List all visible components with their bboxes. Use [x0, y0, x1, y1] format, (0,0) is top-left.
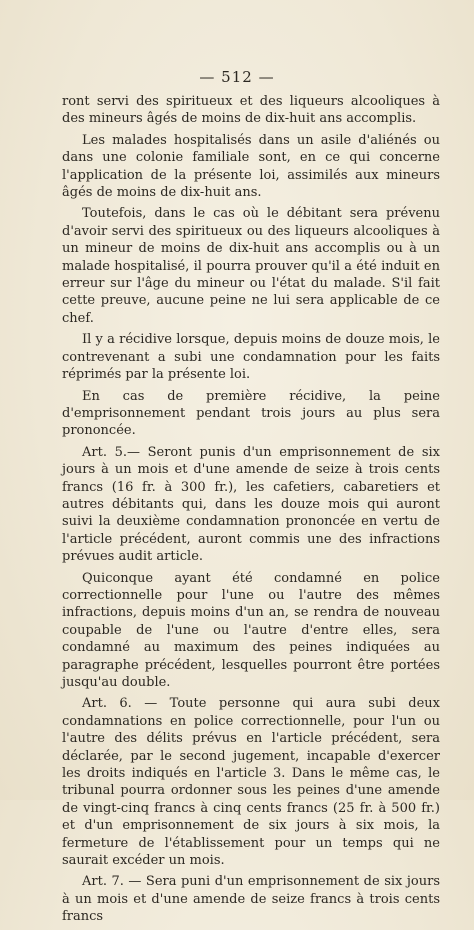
page-number: — 512 — — [199, 68, 275, 86]
paragraph: Toutefois, dans le cas où le débitant sera prévenu d'avoir servi des spiritueux ou des liqueurs alcooliques à un mineur de moins de dix-huit ans accomplis ou à un malade hospitalisé, il pourra prouver qu'il a été induit en erreur sur l'âge du mineur ou l'état du malade. S'il fait cette preuve, aucune peine ne lui sera applicable de ce chef. — [62, 206, 440, 326]
article-7-paragraph: Art. 7. — Sera puni d'un emprisonnement de six jours à un mois et d'une amende de seize francs à trois cents francs — [62, 874, 440, 925]
paragraph: Il y a récidive lorsque, depuis moins de douze mois, le contrevenant a subi une condamnation pour les faits réprimés par la présente loi. — [62, 332, 440, 383]
paragraph: ront servi des spiritueux et des liqueurs alcooliques à des mineurs âgés de moins de dix-huit ans accomplis. — [62, 94, 440, 127]
paragraph: Les malades hospitalisés dans un asile d'aliénés ou dans une colonie familiale sont, en ce qui concerne l'application de la présente loi, assimilés aux mineurs âgés de moins de dix-huit ans. — [62, 132, 440, 201]
article-6-paragraph: Art. 6. — Toute personne qui aura subi deux condamnations en police correctionnelle, pour l'un ou l'autre des délits prévus en l'article précédent, sera déclarée, par le second jugement, incapable d'exercer les droits indiqués en l'article 3. Dans le même cas, le tribunal pourra ordonner sous les peines d'une amende de vingt-cinq francs à cinq cents francs (25 fr. à 500 fr.) et d'un emprisonnement de six jours à six mois, la fermeture de l'établissement pour un temps qui ne saurait excéder un mois. — [62, 696, 440, 869]
article-5-paragraph: Art. 5.— Seront punis d'un emprisonnement de six jours à un mois et d'une amende de seize à trois cents francs (16 fr. à 300 fr.), les cafetiers, cabaretiers et autres débitants qui, dans les douze mois qui auront suivi la deuxième condamnation prononcée en vertu de l'article précédent, auront commis une des infractions prévues audit article. — [62, 444, 440, 565]
paragraph: Quiconque ayant été condamné en police correctionnelle pour l'une ou l'autre des mêmes infractions, depuis moins d'un an, se rendra de nouveau coupable de l'une ou l'autre d'entre elles, sera condamné au maximum des peines indiquées au paragraphe précédent, lesquelles pourront être portées jusqu'au double. — [62, 570, 440, 690]
paragraph: En cas de première récidive, la peine d'emprisonnement pendant trois jours au plus sera prononcée. — [62, 388, 440, 439]
body-text — [62, 93, 440, 930]
